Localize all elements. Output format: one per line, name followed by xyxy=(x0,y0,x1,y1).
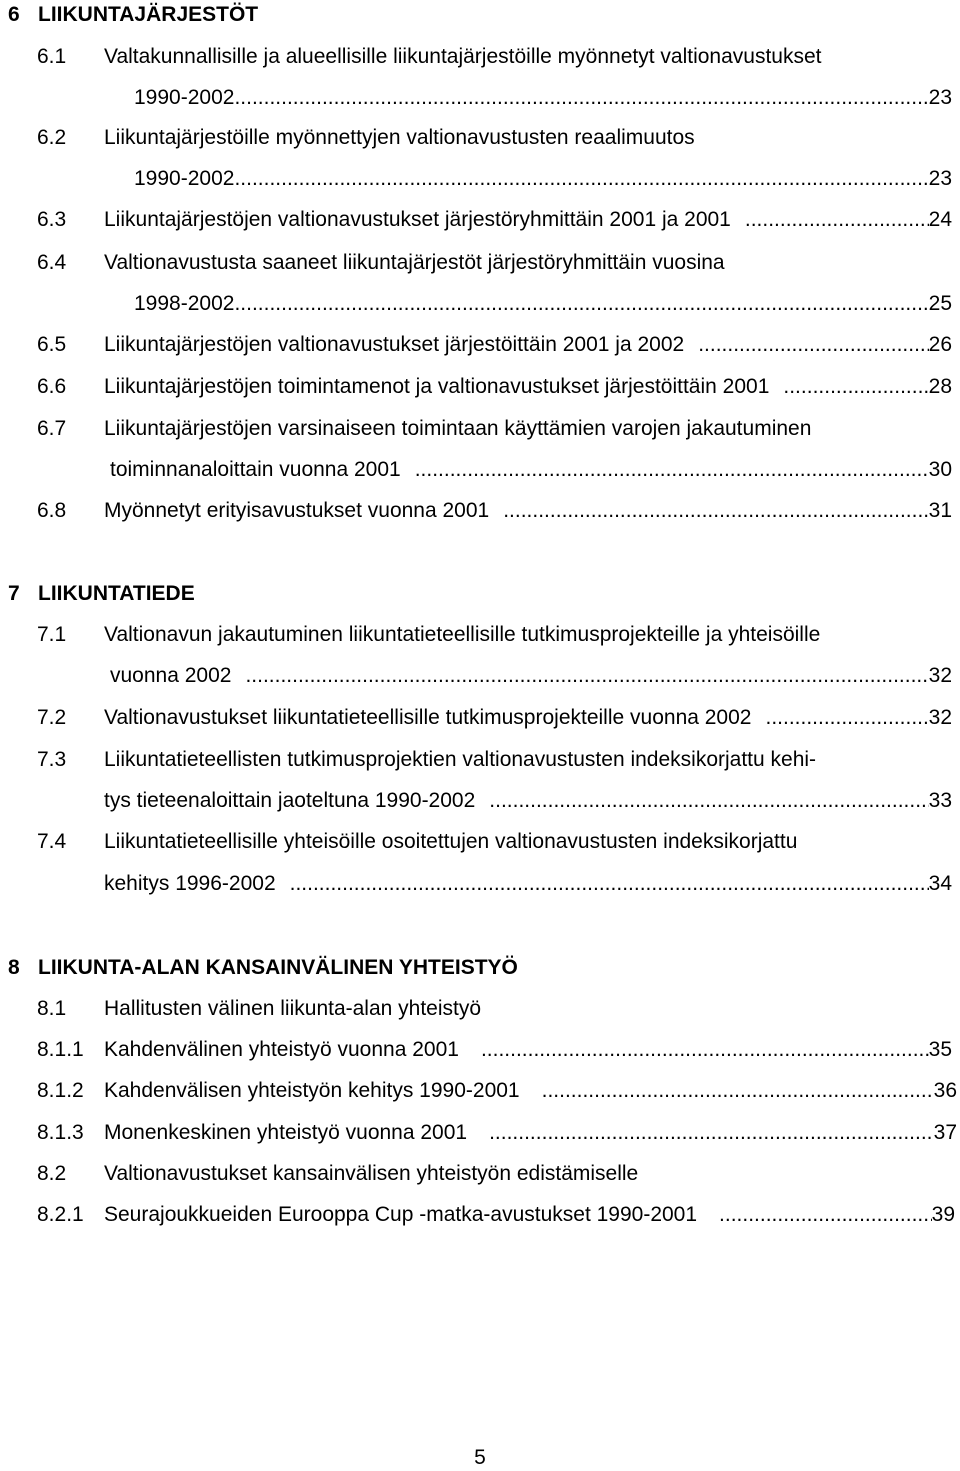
entry-page: 24 xyxy=(928,208,952,231)
entry-title: Liikuntajärjestöjen valtionavustukset järjestöittäin 2001 ja 2002 xyxy=(104,333,685,356)
entry-title: Valtionavustukset kansainvälisen yhteistyön edistämiselle xyxy=(104,1162,639,1185)
entry-title: Seurajoukkueiden Eurooppa Cup -matka-avustukset 1990-2001 xyxy=(104,1203,698,1226)
toc-entry-8-2-1[interactable] xyxy=(37,1202,955,1228)
leader-dots xyxy=(234,291,928,317)
entry-number: 6.5 xyxy=(37,333,67,356)
entry-number: 8.1 xyxy=(37,997,67,1020)
entry-number: 6.6 xyxy=(37,375,67,398)
entry-number: 6.8 xyxy=(37,499,67,522)
leader-dots xyxy=(698,332,928,358)
entry-number: 7.4 xyxy=(37,830,67,853)
leader-dots xyxy=(245,663,928,689)
entry-title: Valtionavustukset liikuntatieteellisille tutkimusprojekteille vuonna 2002 xyxy=(104,706,752,729)
toc-entry-7-4-cont[interactable] xyxy=(104,871,952,897)
entry-title-line1: Liikuntatieteellisille yhteisöille osoitettujen valtionavustusten indeksikorjattu xyxy=(104,830,798,853)
toc-entry-6-1[interactable] xyxy=(37,44,66,70)
section-heading-7 xyxy=(8,581,195,607)
entry-title-line1: Valtakunnallisille ja alueellisille liikuntajärjestöille myönnetyt valtionavustukset xyxy=(104,45,822,68)
entry-page: 32 xyxy=(928,706,952,729)
entry-number: 6.1 xyxy=(37,45,67,68)
entry-page: 34 xyxy=(928,872,952,895)
leader-dots xyxy=(234,85,928,111)
leader-dots xyxy=(290,871,929,897)
entry-number: 6.2 xyxy=(37,126,67,149)
entry-title-line1: Liikuntajärjestöjen varsinaiseen toimintaan käyttämien varojen jakautuminen xyxy=(104,417,812,440)
toc-entry-8-1-3[interactable] xyxy=(37,1120,957,1146)
toc-entry-6-6[interactable] xyxy=(37,374,952,400)
leader-dots xyxy=(489,1120,934,1146)
entry-title-line1: Valtionavustusta saaneet liikuntajärjestöt järjestöryhmittäin vuosina xyxy=(104,251,725,274)
toc-entry-6-7[interactable] xyxy=(37,416,66,442)
entry-title-line1: Liikuntajärjestöille myönnettyjen valtionavustusten reaalimuutos xyxy=(104,126,695,149)
leader-dots xyxy=(745,207,929,233)
entry-title-line2: tys tieteenaloittain jaoteltuna 1990-2002 xyxy=(104,789,476,812)
toc-entry-6-7-cont[interactable] xyxy=(110,457,952,483)
toc-entry-8-2[interactable] xyxy=(37,1161,638,1187)
toc-entry-6-2[interactable] xyxy=(37,125,66,151)
toc-entry-8-1-2[interactable] xyxy=(37,1078,957,1104)
entry-title-line2: 1990-2002 xyxy=(134,167,235,190)
entry-page: 28 xyxy=(928,375,952,398)
leader-dots xyxy=(503,498,928,524)
entry-title: Monenkeskinen yhteistyö vuonna 2001 xyxy=(104,1121,468,1144)
page-number: 5 xyxy=(474,1446,486,1469)
leader-dots xyxy=(765,705,928,731)
toc-entry-6-1-cont[interactable] xyxy=(134,85,952,111)
entry-number: 8.2 xyxy=(37,1162,67,1185)
section-number: 7 xyxy=(8,582,20,605)
entry-page: 36 xyxy=(933,1079,957,1102)
entry-page: 35 xyxy=(928,1038,952,1061)
section-title: LIIKUNTA-ALAN KANSAINVÄLINEN YHTEISTYÖ xyxy=(38,956,518,979)
toc-entry-7-1-cont[interactable] xyxy=(110,663,952,689)
entry-page: 30 xyxy=(928,458,952,481)
leader-dots xyxy=(489,788,928,814)
section-number: 8 xyxy=(8,956,20,979)
toc-entry-8-1[interactable] xyxy=(37,996,481,1022)
entry-title-line2: kehitys 1996-2002 xyxy=(104,872,276,895)
toc-entry-7-4[interactable] xyxy=(37,829,66,855)
entry-title: Kahdenvälisen yhteistyön kehitys 1990-2001 xyxy=(104,1079,520,1102)
entry-title: Hallitusten välinen liikunta-alan yhteistyö xyxy=(104,997,482,1020)
entry-title: Liikuntajärjestöjen toimintamenot ja valtionavustukset järjestöittäin 2001 xyxy=(104,375,770,398)
toc-entry-7-2[interactable] xyxy=(37,705,952,731)
leader-dots xyxy=(783,374,928,400)
entry-page: 31 xyxy=(928,499,952,522)
section-number: 6 xyxy=(8,3,20,26)
entry-page: 25 xyxy=(928,292,952,315)
leader-dots xyxy=(234,166,928,192)
toc-entry-6-2-cont[interactable] xyxy=(134,166,952,192)
entry-page: 26 xyxy=(928,333,952,356)
entry-number: 6.7 xyxy=(37,417,67,440)
section-title: LIIKUNTAJÄRJESTÖT xyxy=(38,3,259,26)
entry-title: Kahdenvälinen yhteistyö vuonna 2001 xyxy=(104,1038,459,1061)
entry-title-line2: vuonna 2002 xyxy=(110,664,232,687)
entry-number: 8.1.3 xyxy=(37,1121,84,1144)
toc-entry-6-5[interactable] xyxy=(37,332,952,358)
toc-entry-6-3[interactable] xyxy=(37,207,952,233)
entry-number: 7.2 xyxy=(37,706,67,729)
entry-title-line2: 1998-2002 xyxy=(134,292,235,315)
entry-page: 37 xyxy=(933,1121,957,1144)
entry-number: 8.1.2 xyxy=(37,1079,84,1102)
leader-dots xyxy=(542,1078,934,1104)
entry-number: 7.3 xyxy=(37,748,67,771)
entry-number: 8.1.1 xyxy=(37,1038,84,1061)
toc-entry-8-1-1[interactable] xyxy=(37,1037,952,1063)
entry-title: Myönnetyt erityisavustukset vuonna 2001 xyxy=(104,499,490,522)
entry-page: 33 xyxy=(928,789,952,812)
entry-number: 6.3 xyxy=(37,208,67,231)
toc-entry-7-3-cont[interactable] xyxy=(104,788,952,814)
entry-page: 39 xyxy=(931,1203,955,1226)
entry-page: 32 xyxy=(928,664,952,687)
section-title: LIIKUNTATIEDE xyxy=(38,582,195,605)
entry-page: 23 xyxy=(928,86,952,109)
toc-entry-6-4-cont[interactable] xyxy=(134,291,952,317)
toc-entry-6-8[interactable] xyxy=(37,498,952,524)
entry-title-line1: Valtionavun jakautuminen liikuntatieteellisille tutkimusprojekteille ja yhteisöille xyxy=(104,623,821,646)
entry-title: Liikuntajärjestöjen valtionavustukset järjestöryhmittäin 2001 ja 2001 xyxy=(104,208,731,231)
toc-entry-7-1[interactable] xyxy=(37,622,66,648)
section-heading-8 xyxy=(8,955,518,981)
entry-page: 23 xyxy=(928,167,952,190)
leader-dots xyxy=(481,1037,929,1063)
entry-title-line1: Liikuntatieteellisten tutkimusprojektien valtionavustusten indeksikorjattu kehi- xyxy=(104,748,817,771)
toc-entry-7-3[interactable] xyxy=(37,747,66,773)
entry-title-line2: toiminnanaloittain vuonna 2001 xyxy=(110,458,401,481)
entry-number: 7.1 xyxy=(37,623,67,646)
leader-dots xyxy=(415,457,929,483)
section-heading-6 xyxy=(8,2,258,28)
entry-number: 8.2.1 xyxy=(37,1203,84,1226)
entry-number: 6.4 xyxy=(37,251,67,274)
leader-dots xyxy=(719,1202,932,1228)
toc-entry-6-4[interactable] xyxy=(37,250,66,276)
entry-title-line2: 1990-2002 xyxy=(134,86,235,109)
